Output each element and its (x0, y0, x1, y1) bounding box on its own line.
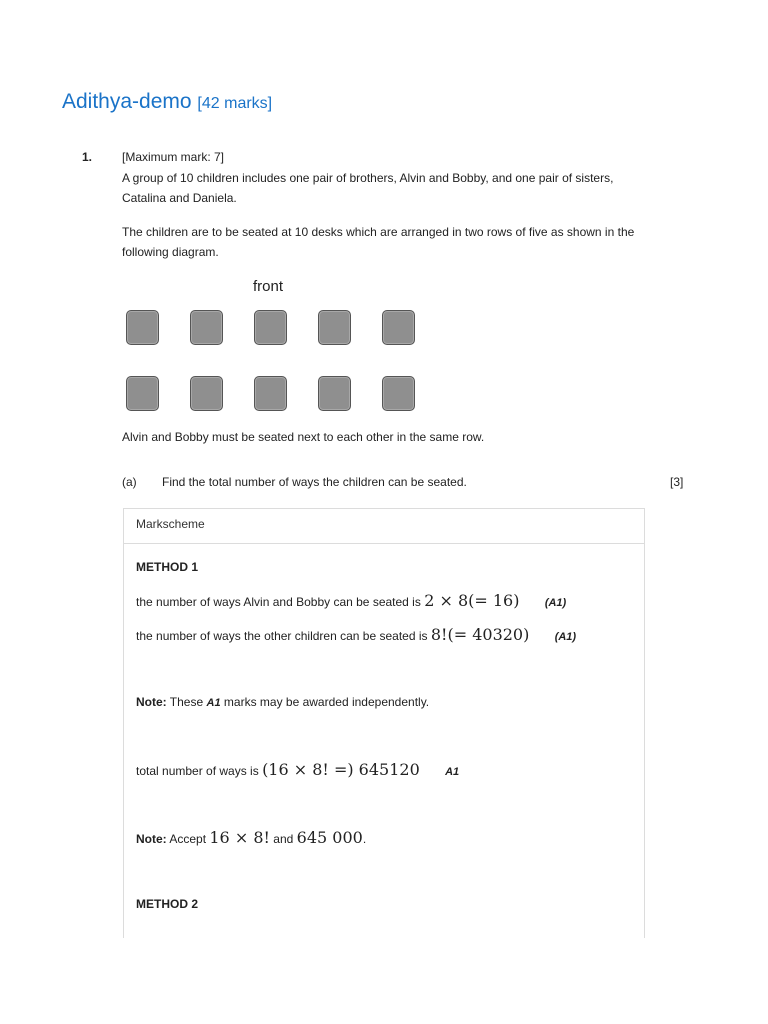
total-marks: [42 marks] (197, 95, 273, 112)
question-para-3: Alvin and Bobby must be seated next to each other in the same row. (122, 430, 485, 444)
note-2 (136, 828, 366, 847)
question-para-1: A group of 10 children includes one pair of brothers, Alvin and Bobby, and one pair of sisters, Catalina and Daniela. (122, 171, 614, 205)
desk (126, 376, 159, 411)
note-2-and: and (273, 832, 294, 846)
desk (382, 376, 415, 411)
note-2-math-1: 16 × 8! (209, 828, 270, 847)
title-text: Adithya-demo (62, 90, 192, 113)
desk (254, 310, 287, 345)
desk (318, 310, 351, 345)
note-2-end: . (362, 832, 367, 846)
markscheme-line-2 (136, 625, 576, 644)
part-a-label: (a) (122, 475, 137, 489)
markscheme-panel (123, 508, 645, 938)
total-math: (16 × 8! =) 645120 (262, 760, 420, 779)
line-2-math: 8!(= 40320) (430, 625, 530, 644)
method-2-heading: METHOD 2 (136, 897, 199, 911)
note-2-prefix: Accept (169, 832, 207, 846)
note-1-mark: A1 (206, 697, 221, 709)
question-number: 1. (82, 150, 93, 164)
method-1-heading: METHOD 1 (136, 560, 199, 574)
total-line (136, 760, 459, 779)
desk (190, 376, 223, 411)
total-text: total number of ways is (136, 764, 259, 778)
note-1-prefix: These (169, 695, 204, 709)
part-a-text: Find the total number of ways the children can be seated. (162, 475, 467, 489)
total-mark: A1 (445, 766, 460, 778)
line-1-math: 2 × 8(= 16) (424, 591, 520, 610)
line-1-mark: (A1) (544, 597, 567, 609)
note-2-math-2: 645 000 (296, 828, 363, 847)
line-2-text: the number of ways the other children can be seated is (136, 629, 428, 643)
part-a-marks: [3] (670, 475, 684, 489)
desk (318, 376, 351, 411)
desk (382, 310, 415, 345)
markscheme-line-1 (136, 591, 566, 610)
note-1-suffix: marks may be awarded independently. (223, 695, 430, 709)
desk (126, 310, 159, 345)
max-mark: [Maximum mark: 7] (122, 150, 225, 164)
diagram-front-label: front (253, 278, 284, 295)
desk (254, 376, 287, 411)
note-2-label: Note: (136, 832, 167, 846)
note-1-label: Note: (136, 695, 167, 709)
line-1-text: the number of ways Alvin and Bobby can be seated is (136, 595, 421, 609)
page-title (62, 90, 272, 114)
question-para-2: The children are to be seated at 10 desks which are arranged in two rows of five as shown in the following diagram. (122, 225, 635, 259)
note-1 (136, 695, 429, 709)
markscheme-header[interactable]: Markscheme (124, 509, 644, 544)
desk (190, 310, 223, 345)
line-2-mark: (A1) (554, 631, 577, 643)
